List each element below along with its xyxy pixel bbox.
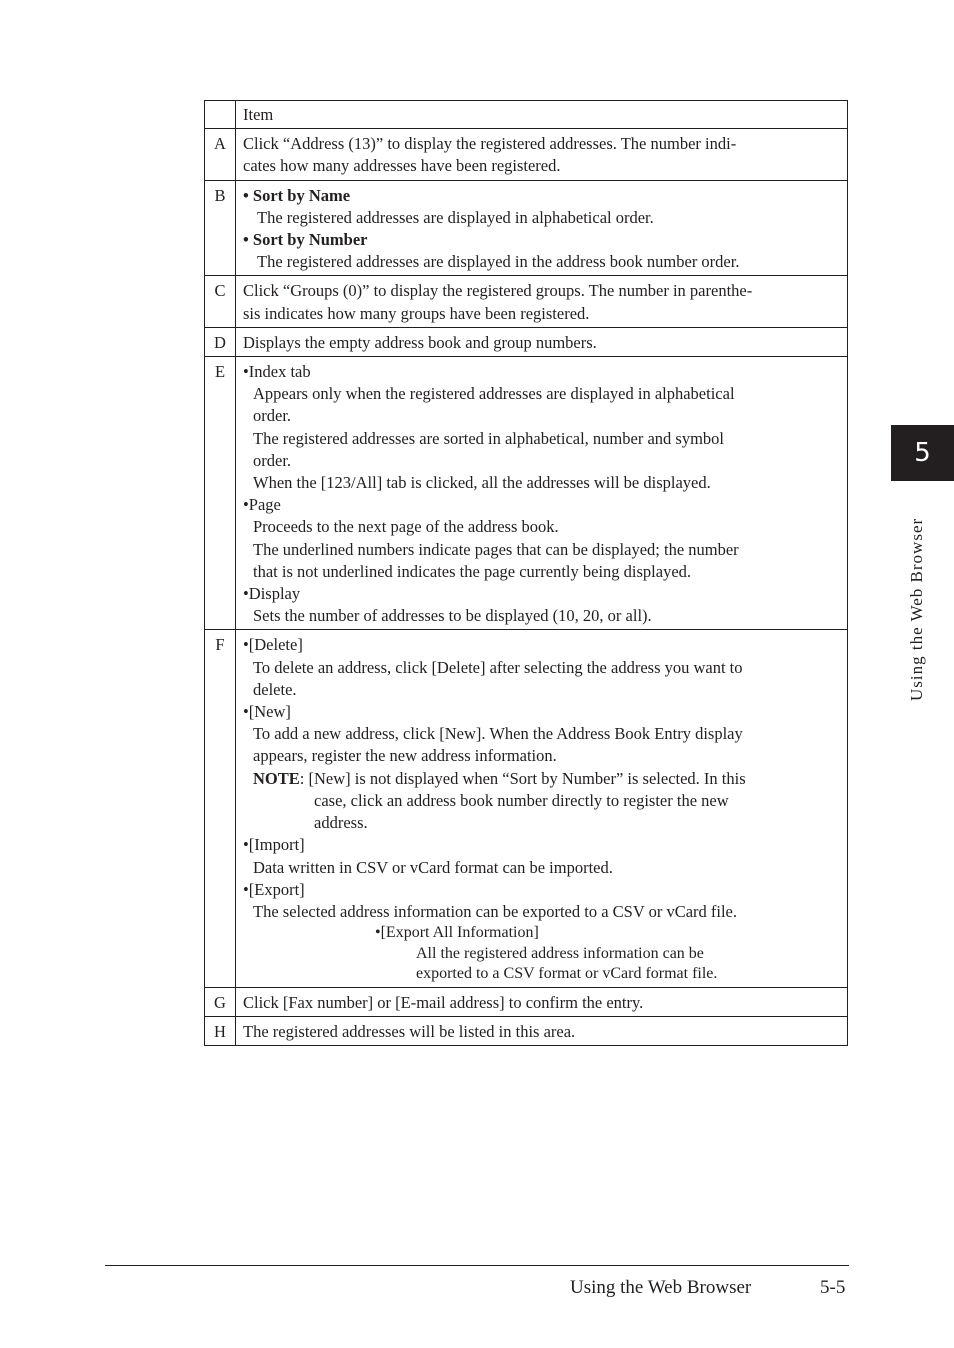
text-line: The registered addresses are displayed in the address book number order.	[257, 252, 740, 272]
row-description	[236, 327, 848, 356]
row-description	[236, 1016, 848, 1045]
table-row-g	[205, 987, 848, 1016]
row-label: H	[205, 1016, 236, 1045]
row-label: C	[205, 276, 236, 327]
item-table	[204, 100, 848, 1046]
footer-title: Using the Web Browser	[570, 1277, 752, 1298]
bullet-heading: •Display	[243, 584, 301, 604]
text-line: Displays the empty address book and group numbers.	[243, 332, 597, 352]
text-line: order.	[253, 406, 292, 426]
text-line: To delete an address, click [Delete] after selecting the address you want to	[253, 657, 743, 677]
text-line: When the [123/All] tab is clicked, all the addresses will be displayed.	[253, 473, 711, 493]
text-line: that is not underlined indicates the page currently being displayed.	[253, 561, 692, 581]
text-line: appears, register the new address information.	[253, 746, 557, 766]
text-line: Click “Address (13)” to display the registered addresses. The number indi-	[243, 134, 737, 154]
bullet-heading: •[Export]	[243, 879, 305, 899]
text-line: order.	[253, 450, 292, 470]
table-row-e	[205, 357, 848, 630]
text-line: The underlined numbers indicate pages that can be displayed; the number	[253, 539, 739, 559]
text-line: Click [Fax number] or [E-mail address] to confirm the entry.	[243, 992, 644, 1012]
text-line: Sets the number of addresses to be displayed (10, 20, or all).	[253, 606, 652, 626]
row-description	[236, 129, 848, 180]
text-line: cates how many addresses have been registered.	[243, 156, 561, 176]
note-line	[253, 768, 843, 790]
bullet-heading: •Index tab	[243, 362, 311, 382]
page-number: 5-5	[820, 1277, 846, 1298]
table-row-d	[205, 327, 848, 356]
header-item-cell: Item	[236, 101, 848, 129]
bullet-heading: •[Import]	[243, 835, 305, 855]
text-line: Data written in CSV or vCard format can be imported.	[253, 857, 613, 877]
row-label: A	[205, 129, 236, 180]
sub-text-line: All the registered address information can be	[416, 944, 704, 962]
text-line: Click “Groups (0)” to display the registered groups. The number in parenthe-	[243, 281, 753, 301]
chapter-side-title: Using the Web Browser	[907, 517, 926, 701]
text-line: To add a new address, click [New]. When the Address Book Entry display	[253, 724, 743, 744]
table-header-row	[205, 101, 848, 129]
sub-text-line: exported to a CSV format or vCard format file.	[416, 965, 718, 983]
row-label: B	[205, 180, 236, 276]
row-description	[236, 276, 848, 327]
table-row-c	[205, 276, 848, 327]
row-label: F	[205, 630, 236, 987]
table-row-f	[205, 630, 848, 987]
note-label: NOTE	[253, 768, 300, 788]
text-line: The registered addresses are sorted in alphabetical, number and symbol	[253, 428, 724, 448]
bullet-heading: •Page	[243, 495, 281, 515]
row-description	[236, 180, 848, 276]
header-label-cell	[205, 101, 236, 129]
text-line: The registered addresses will be listed in this area.	[243, 1021, 576, 1041]
row-label: D	[205, 327, 236, 356]
chapter-tab: 5	[891, 425, 954, 481]
row-label: E	[205, 357, 236, 630]
table-row-a	[205, 129, 848, 180]
text-line: The selected address information can be exported to a CSV or vCard file.	[253, 901, 738, 921]
bullet-heading: •[Delete]	[243, 635, 303, 655]
row-description	[236, 987, 848, 1016]
table-row-b	[205, 180, 848, 276]
text-line: The registered addresses are displayed in alphabetical order.	[257, 207, 654, 227]
bullet-heading: • Sort by Number	[243, 230, 368, 250]
row-label: G	[205, 987, 236, 1016]
note-text: : [New] is not displayed when “Sort by Number” is selected. In this	[299, 768, 746, 788]
text-line: delete.	[253, 679, 297, 699]
bullet-heading: •[New]	[243, 702, 291, 722]
table-row-h	[205, 1016, 848, 1045]
text-line: Appears only when the registered addresses are displayed in alphabetical	[253, 384, 735, 404]
row-description	[236, 357, 848, 630]
footer-divider	[105, 1265, 849, 1266]
note-line: address.	[314, 813, 368, 833]
sub-bullet-heading: •[Export All Information]	[375, 924, 539, 942]
row-description	[236, 630, 848, 987]
bullet-heading: • Sort by Name	[243, 185, 351, 205]
note-line: case, click an address book number directly to register the new	[314, 790, 729, 810]
text-line: Proceeds to the next page of the address book.	[253, 517, 559, 537]
text-line: sis indicates how many groups have been registered.	[243, 303, 590, 323]
